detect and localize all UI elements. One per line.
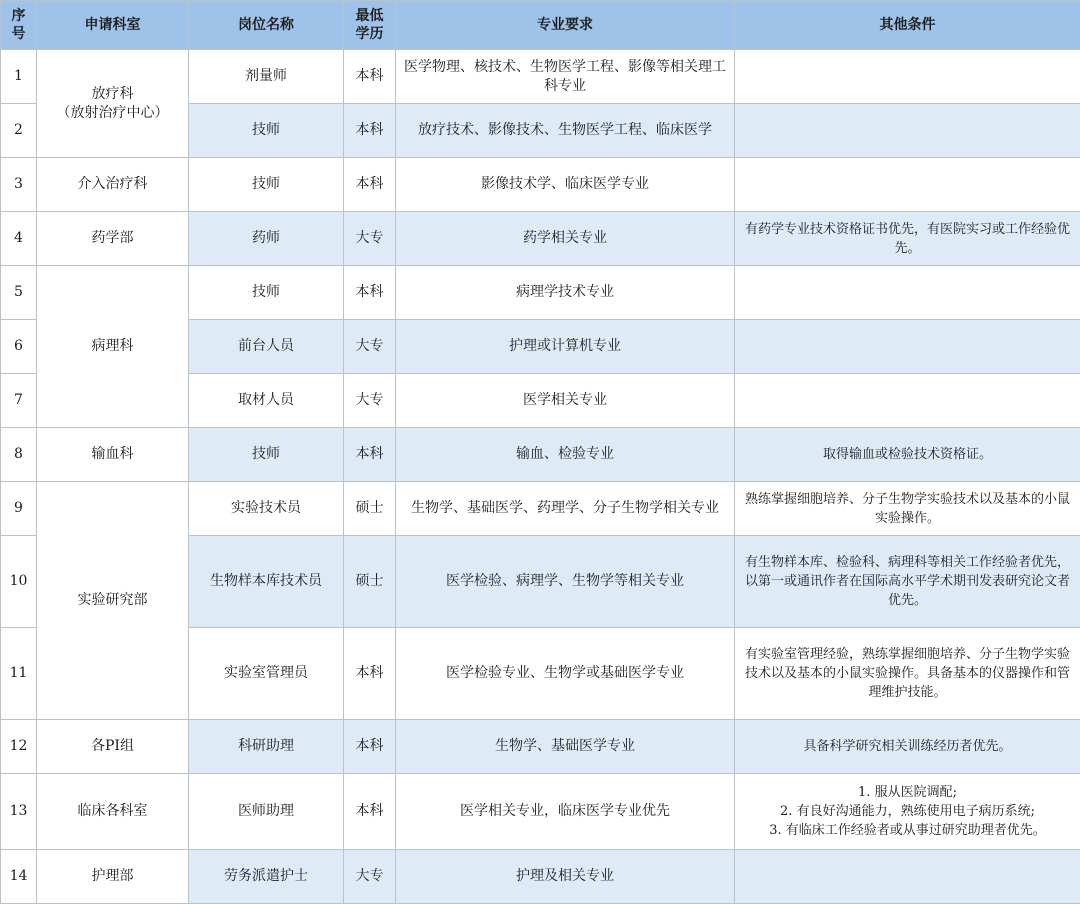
- major-cell: 放疗技术、影像技术、生物医学工程、临床医学: [396, 104, 735, 158]
- table-row: [1, 774, 1080, 850]
- major-cell: 输血、检验专业: [396, 428, 735, 482]
- row-index: 4: [1, 212, 37, 266]
- education-cell: 本科: [344, 428, 396, 482]
- department-cell: 病理科: [37, 266, 189, 428]
- position-cell: 医师助理: [189, 774, 344, 850]
- header-education: 最低学历: [344, 1, 396, 50]
- department-cell: 临床各科室: [37, 774, 189, 850]
- position-cell: 劳务派遣护士: [189, 850, 344, 904]
- position-cell: 实验室管理员: [189, 628, 344, 720]
- row-index: 7: [1, 374, 37, 428]
- education-cell: 本科: [344, 628, 396, 720]
- position-cell: 前台人员: [189, 320, 344, 374]
- department-cell: 实验研究部: [37, 482, 189, 720]
- table-row: [1, 212, 1080, 266]
- education-cell: 本科: [344, 774, 396, 850]
- position-cell: 技师: [189, 266, 344, 320]
- education-cell: 本科: [344, 50, 396, 104]
- major-cell: 医学检验、病理学、生物学等相关专业: [396, 536, 735, 628]
- major-cell: 护理或计算机专业: [396, 320, 735, 374]
- table-row: [1, 482, 1080, 536]
- education-cell: 大专: [344, 320, 396, 374]
- header-position: 岗位名称: [189, 1, 344, 50]
- education-cell: 本科: [344, 266, 396, 320]
- major-cell: 医学相关专业: [396, 374, 735, 428]
- row-index: 10: [1, 536, 37, 628]
- row-index: 8: [1, 428, 37, 482]
- other-cell: [735, 774, 1080, 850]
- position-cell: 取材人员: [189, 374, 344, 428]
- row-index: 14: [1, 850, 37, 904]
- other-cell: 具备科学研究相关训练经历者优先。: [735, 720, 1080, 774]
- position-cell: 技师: [189, 158, 344, 212]
- other-line: 3. 有临床工作经验者或从事过研究助理者优先。: [769, 823, 1046, 838]
- department-cell: 护理部: [37, 850, 189, 904]
- other-line: 2. 有良好沟通能力，熟练使用电子病历系统;: [780, 804, 1035, 819]
- other-cell: [735, 158, 1080, 212]
- table-row: [1, 50, 1080, 104]
- department-cell: 药学部: [37, 212, 189, 266]
- table-row: [1, 850, 1080, 904]
- education-cell: 本科: [344, 720, 396, 774]
- education-cell: 本科: [344, 158, 396, 212]
- row-index: 9: [1, 482, 37, 536]
- education-cell: 大专: [344, 374, 396, 428]
- position-cell: 科研助理: [189, 720, 344, 774]
- education-cell: 硕士: [344, 536, 396, 628]
- other-cell: [735, 50, 1080, 104]
- header-other: 其他条件: [735, 1, 1080, 50]
- major-cell: 生物学、基础医学、药理学、分子生物学相关专业: [396, 482, 735, 536]
- position-cell: 实验技术员: [189, 482, 344, 536]
- major-cell: 影像技术学、临床医学专业: [396, 158, 735, 212]
- other-cell: [735, 850, 1080, 904]
- other-cell: 取得输血或检验技术资格证。: [735, 428, 1080, 482]
- header-department: 申请科室: [37, 1, 189, 50]
- table-row: [1, 428, 1080, 482]
- education-cell: 本科: [344, 104, 396, 158]
- education-cell: 大专: [344, 850, 396, 904]
- header-major: 专业要求: [396, 1, 735, 50]
- education-cell: 大专: [344, 212, 396, 266]
- row-index: 2: [1, 104, 37, 158]
- position-cell: 药师: [189, 212, 344, 266]
- position-cell: 剂量师: [189, 50, 344, 104]
- table-row: [1, 158, 1080, 212]
- row-index: 1: [1, 50, 37, 104]
- major-cell: 药学相关专业: [396, 212, 735, 266]
- header-index: 序号: [1, 1, 37, 50]
- education-cell: 硕士: [344, 482, 396, 536]
- row-index: 13: [1, 774, 37, 850]
- other-cell: 有生物样本库、检验科、病理科等相关工作经验者优先，以第一或通讯作者在国际高水平学术期刊发表研究论文者优先。: [735, 536, 1080, 628]
- other-cell: 有药学专业技术资格证书优先，有医院实习或工作经验优先。: [735, 212, 1080, 266]
- other-cell: [735, 320, 1080, 374]
- major-cell: 医学物理、核技术、生物医学工程、影像等相关理工科专业: [396, 50, 735, 104]
- position-cell: 技师: [189, 104, 344, 158]
- position-cell: 生物样本库技术员: [189, 536, 344, 628]
- table-row: [1, 266, 1080, 320]
- row-index: 3: [1, 158, 37, 212]
- department-cell: 输血科: [37, 428, 189, 482]
- other-cell: [735, 266, 1080, 320]
- row-index: 5: [1, 266, 37, 320]
- major-cell: 医学检验专业、生物学或基础医学专业: [396, 628, 735, 720]
- major-cell: 生物学、基础医学专业: [396, 720, 735, 774]
- row-index: 6: [1, 320, 37, 374]
- other-cell: [735, 104, 1080, 158]
- other-cell: [735, 374, 1080, 428]
- row-index: 11: [1, 628, 37, 720]
- other-line: 1. 服从医院调配;: [858, 785, 957, 800]
- major-cell: 医学相关专业，临床医学专业优先: [396, 774, 735, 850]
- table-row: [1, 720, 1080, 774]
- row-index: 12: [1, 720, 37, 774]
- other-cell: 有实验室管理经验，熟练掌握细胞培养、分子生物学实验技术以及基本的小鼠实验操作。具备基本的仪器操作和管理维护技能。: [735, 628, 1080, 720]
- other-cell: 熟练掌握细胞培养、分子生物学实验技术以及基本的小鼠实验操作。: [735, 482, 1080, 536]
- position-cell: 技师: [189, 428, 344, 482]
- department-cell: 介入治疗科: [37, 158, 189, 212]
- department-cell: 各PI组: [37, 720, 189, 774]
- department-cell: 放疗科 （放射治疗中心）: [37, 50, 189, 158]
- header-row: [1, 1, 1080, 50]
- major-cell: 护理及相关专业: [396, 850, 735, 904]
- major-cell: 病理学技术专业: [396, 266, 735, 320]
